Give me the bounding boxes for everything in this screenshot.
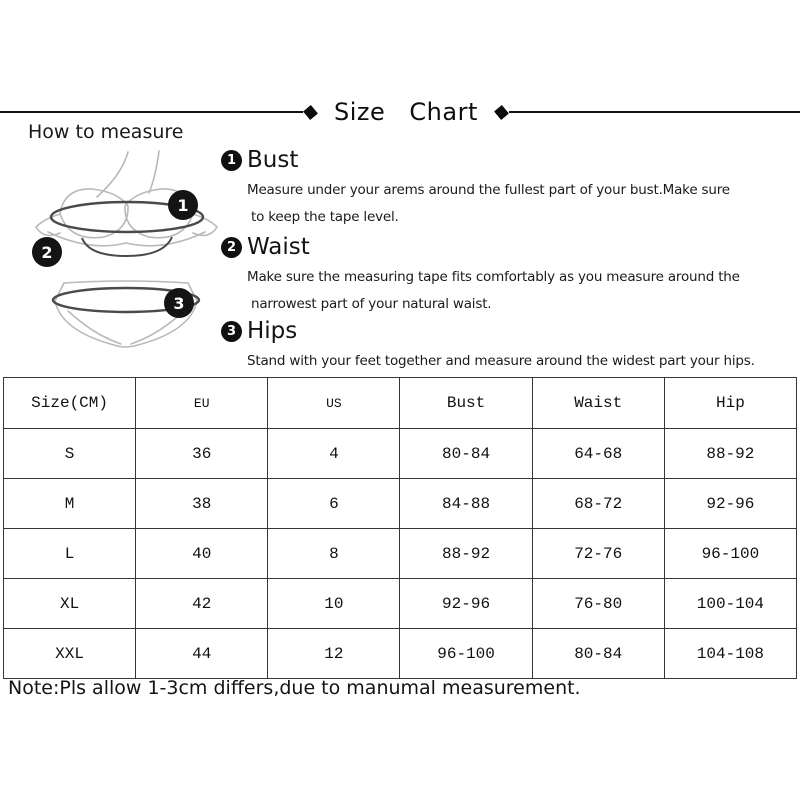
- table-row: [4, 429, 797, 479]
- table-cell: 12: [268, 629, 400, 679]
- table-cell: 72-76: [532, 529, 664, 579]
- marker-2-badge: [32, 237, 62, 267]
- size-table-container: [3, 377, 797, 679]
- table-cell: 104-108: [664, 629, 796, 679]
- table-row: [4, 579, 797, 629]
- table-row: [4, 479, 797, 529]
- table-cell: 36: [136, 429, 268, 479]
- table-cell: 64-68: [532, 429, 664, 479]
- diamond-icon: [494, 105, 509, 120]
- section-bust-title: Bust: [247, 147, 299, 173]
- column-header-bust: Bust: [400, 378, 532, 429]
- description-line: to keep the tape level.: [251, 209, 399, 225]
- measurement-note: Note:Pls allow 1-3cm differs,due to manumal measurement.: [8, 677, 581, 699]
- description-line: Make sure the measuring tape fits comfortably as you measure around the: [247, 269, 740, 285]
- marker-2-number: 2: [41, 243, 53, 262]
- section-hips: [221, 318, 800, 375]
- briefs-side-left: [55, 283, 64, 301]
- table-cell: L: [4, 529, 136, 579]
- diamond-icon: [303, 105, 318, 120]
- section-waist-description: [247, 264, 800, 318]
- bullet-3-icon: 3: [221, 321, 242, 342]
- marker-1-badge: [168, 190, 198, 220]
- bullet-1-icon: 1: [221, 150, 242, 171]
- table-cell: 8: [268, 529, 400, 579]
- section-waist: [221, 234, 800, 318]
- table-header-row: [4, 378, 797, 429]
- how-to-measure-title: How to measure: [28, 121, 184, 143]
- column-header-size: Size(CM): [4, 378, 136, 429]
- section-hips-description: [247, 348, 800, 375]
- section-bust: [221, 147, 800, 231]
- description-line: narrowest part of your natural waist.: [251, 296, 492, 312]
- table-cell: 80-84: [532, 629, 664, 679]
- table-row: [4, 529, 797, 579]
- section-bust-heading: [221, 147, 800, 173]
- table-cell: 44: [136, 629, 268, 679]
- table-cell: 38: [136, 479, 268, 529]
- table-cell: 96-100: [664, 529, 796, 579]
- section-waist-title: Waist: [247, 234, 310, 260]
- section-waist-heading: [221, 234, 800, 260]
- table-cell: 80-84: [400, 429, 532, 479]
- column-header-us: US: [268, 378, 400, 429]
- table-cell: 88-92: [664, 429, 796, 479]
- table-cell: XXL: [4, 629, 136, 679]
- bullet-2-icon: 2: [221, 237, 242, 258]
- bra-underband: [48, 232, 205, 246]
- table-cell: 40: [136, 529, 268, 579]
- table-cell: 6: [268, 479, 400, 529]
- table-cell: 92-96: [400, 579, 532, 629]
- section-hips-heading: [221, 318, 800, 344]
- page-title: Size Chart: [334, 98, 478, 126]
- description-line: Stand with your feet together and measure around the widest part your hips.: [247, 353, 755, 369]
- column-header-hip: Hip: [664, 378, 796, 429]
- description-line: Measure under your arems around the fullest part of your bust.Make sure: [247, 182, 730, 198]
- table-cell: 92-96: [664, 479, 796, 529]
- table-cell: 4: [268, 429, 400, 479]
- marker-3-number: 3: [173, 294, 185, 313]
- table-row: [4, 629, 797, 679]
- table-cell: S: [4, 429, 136, 479]
- waist-tape-line: [82, 237, 172, 256]
- table-cell: 68-72: [532, 479, 664, 529]
- section-hips-title: Hips: [247, 318, 298, 344]
- table-cell: 10: [268, 579, 400, 629]
- marker-1-number: 1: [177, 196, 189, 215]
- header-rule-right: [509, 111, 800, 113]
- header-rule-left: [0, 111, 303, 113]
- briefs-waistband: [64, 281, 188, 283]
- bikini-measurement-diagram: [22, 148, 227, 353]
- marker-3-badge: [164, 288, 194, 318]
- column-header-waist: Waist: [532, 378, 664, 429]
- table-cell: 96-100: [400, 629, 532, 679]
- table-cell: 84-88: [400, 479, 532, 529]
- size-table: [3, 377, 797, 679]
- table-cell: 76-80: [532, 579, 664, 629]
- table-cell: M: [4, 479, 136, 529]
- strap-right: [149, 151, 159, 193]
- table-cell: 88-92: [400, 529, 532, 579]
- table-cell: 42: [136, 579, 268, 629]
- table-cell: 100-104: [664, 579, 796, 629]
- table-cell: XL: [4, 579, 136, 629]
- section-bust-description: [247, 177, 800, 231]
- column-header-eu: EU: [136, 378, 268, 429]
